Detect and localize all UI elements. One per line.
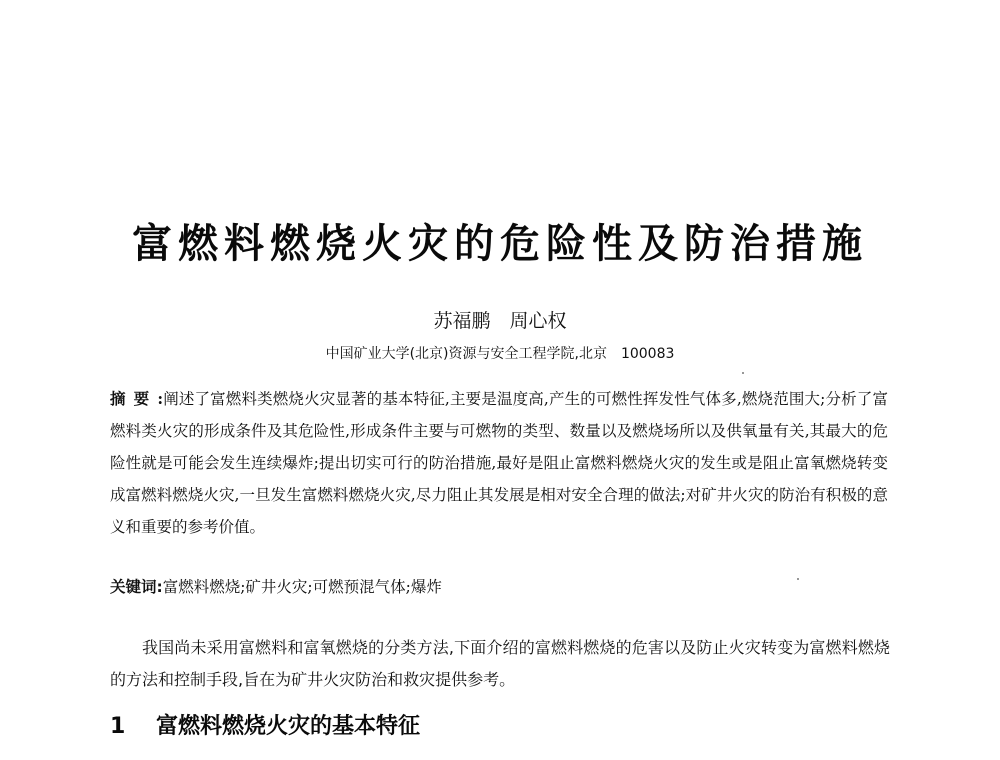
- affiliation-line: 中国矿业大学(北京)资源与安全工程学院,北京 100083: [325, 346, 675, 362]
- section-title: 富燃料燃烧火灾的基本特征: [156, 714, 421, 739]
- section-heading: [110, 709, 890, 740]
- section-number: 1: [110, 714, 126, 739]
- paper-title: 富燃料燃烧火灾的危险性及防治措施: [132, 220, 868, 267]
- intro-paragraph: 我国尚未采用富燃料和富氧燃烧的分类方法,下面介绍的富燃料燃烧的危害以及防止火灾转变为富燃料燃烧的方法和控制手段,旨在为矿井火灾防治和救灾提供参考。: [110, 638, 890, 689]
- abstract-paragraph: [110, 383, 888, 543]
- abstract-label: 摘要: [110, 390, 158, 408]
- abstract-label-colon: :: [157, 389, 164, 408]
- scan-speck: [797, 578, 799, 580]
- abstract-text: 阐述了富燃料类燃烧火灾显著的基本特征,主要是温度高,产生的可燃性挥发性气体多,燃烧范围大;分析了富燃料类火灾的形成条件及其危险性,形成条件主要与可燃物的类型、数量以及燃烧场所以及供氧量有关,其最大的危险性就是可能会发生连续爆炸;提出切实可行的防治措施,最好是阻止富燃料燃烧火灾的发生或是阻止富氧燃烧转变成富燃料燃烧火灾,一旦发生富燃料燃烧火灾,尽力阻止其发展是相对安全合理的做法;对矿井火灾的防治有积极的意义和重要的参考价值。: [110, 390, 888, 536]
- keywords-line: [110, 573, 888, 601]
- author-line: 苏福鹏 周心权: [433, 310, 567, 332]
- keywords-label: 关键词:: [110, 578, 163, 596]
- scan-speck: [742, 372, 744, 374]
- keywords-text: 富燃料燃烧;矿井火灾;可燃预混气体;爆炸: [162, 578, 442, 596]
